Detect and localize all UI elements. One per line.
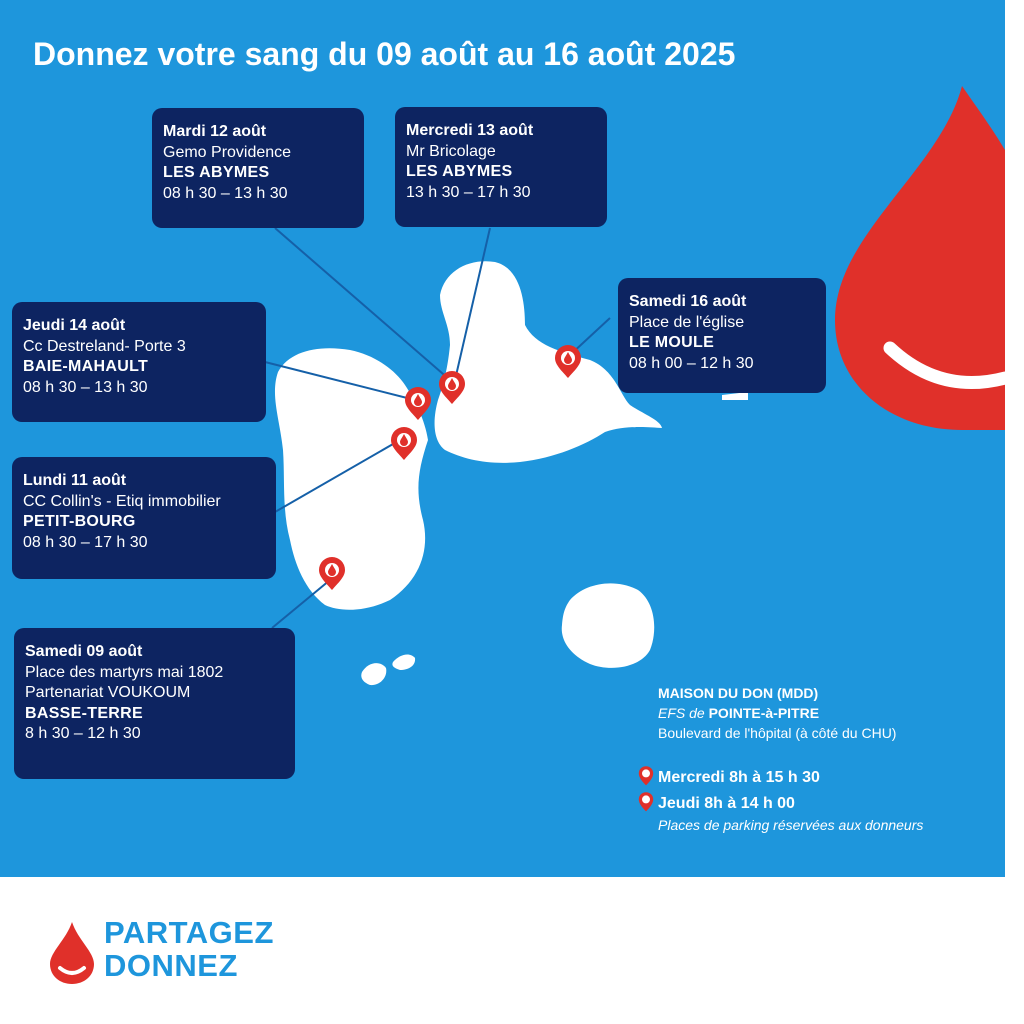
card-day: Samedi 09 août [25,643,143,660]
card-city: LE MOULE [629,334,715,351]
event-card-jeudi-14[interactable] [12,302,266,422]
card-day: Mardi 12 août [163,123,267,140]
card-day: Jeudi 14 août [23,317,126,334]
card-hours: 8 h 30 – 12 h 30 [25,725,141,742]
card-day: Mercredi 13 août [406,122,534,139]
island-marie-galante [562,583,654,668]
mdd-hours-text: Jeudi 8h à 14 h 00 [658,795,795,812]
card-hours: 08 h 30 – 17 h 30 [23,533,148,551]
mdd-efs-prefix: EFS de [658,705,709,721]
card-place: Place de l'église [629,313,745,331]
card-city: LES ABYMES [406,163,513,180]
mdd-title: MAISON DU DON (MDD) [658,685,819,701]
card-city: LES ABYMES [163,164,270,181]
mdd-address: Boulevard de l'hôpital (à côté du CHU) [658,725,897,741]
card-partner: Partenariat VOUKOUM [25,684,191,701]
map-pin-blood-drop-icon [638,764,654,786]
card-hours: 08 h 30 – 13 h 30 [23,378,148,396]
mdd-efs [658,703,896,723]
card-hours: 08 h 00 – 12 h 30 [629,354,754,372]
card-place: Mr Bricolage [406,142,496,160]
event-card-mercredi-13[interactable] [395,107,607,227]
island-basse-terre [275,348,428,610]
mdd-hours-wednesday [638,764,820,787]
mdd-hours-text: Mercredi 8h à 15 h 30 [658,769,820,786]
maison-du-don-info [658,683,896,743]
islet-east [722,392,748,400]
card-city: PETIT-BOURG [23,513,136,530]
card-place: Gemo Providence [163,143,292,161]
mdd-efs-city: POINTE-à-PITRE [708,705,820,721]
brand-logo-text [104,916,274,982]
islet-les-saintes-2 [392,655,415,670]
card-hours: 08 h 30 – 13 h 30 [163,184,288,202]
parking-note: Places de parking réservées aux donneurs [658,817,924,833]
map-pin-blood-drop-icon [638,790,654,812]
card-day: Samedi 16 août [629,293,747,310]
mdd-hours-thursday [638,790,795,813]
logo-line-1: PARTAGEZ [104,915,274,950]
event-card-samedi-09[interactable] [14,628,295,779]
logo-line-2: DONNEZ [104,948,238,983]
event-card-lundi-11[interactable] [12,457,276,579]
card-hours: 13 h 30 – 17 h 30 [406,183,531,201]
card-city: BASSE-TERRE [25,704,143,722]
event-card-mardi-12[interactable] [152,108,364,228]
event-card-samedi-16[interactable] [618,278,826,393]
page-title: Donnez votre sang du 09 août au 16 août 2025 [33,36,736,72]
card-place: Cc Destreland- Porte 3 [23,337,186,355]
card-place: CC Collin's - Etiq immobilier [23,492,221,510]
card-day: Lundi 11 août [23,472,127,489]
card-place: Place des martyrs mai 1802 [25,663,224,681]
islet-les-saintes-1 [361,663,386,685]
card-city: BAIE-MAHAULT [23,358,149,375]
